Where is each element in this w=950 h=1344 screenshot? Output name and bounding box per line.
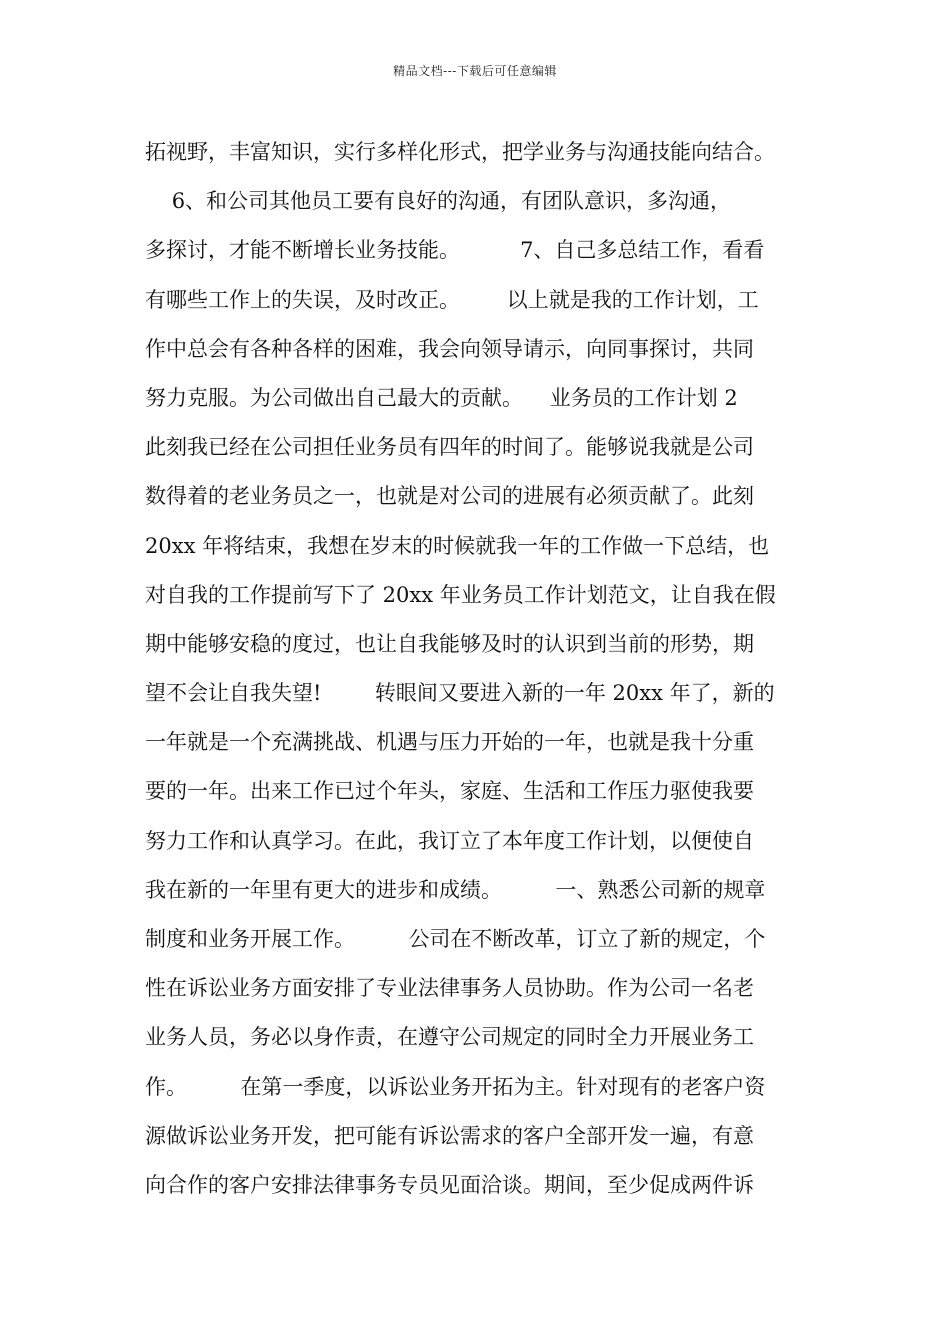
- text-line: 源做诉讼业务开发，把可能有诉讼需求的客户全部开发一遍，有意: [145, 1123, 754, 1148]
- text-line: 6、和公司其他员工要有良好的沟通，有团队意识，多沟通，: [145, 189, 732, 214]
- body-text: [145, 128, 815, 1210]
- text-line: 制度和业务开展工作。 公司在不断改革，订立了新的规定，个: [145, 927, 766, 951]
- text-line: 努力克服。为公司做出自己最大的贡献。 业务员的工作计划 2: [145, 385, 738, 410]
- text-line: 要的一年。出来工作已过个年头，家庭、生活和工作压力驱使我要: [145, 779, 754, 804]
- text-line: 一年就是一个充满挑战、机遇与压力开始的一年，也就是我十分重: [145, 730, 754, 755]
- text-line: 作。 在第一季度，以诉讼业务开拓为主。针对现有的老客户资: [145, 1074, 766, 1099]
- text-line: 拓视野，丰富知识，实行多样化形式，把学业务与沟通技能向结合。: [145, 140, 775, 164]
- text-line: 性在诉讼业务方面安排了专业法律事务人员协助。作为公司一名老: [145, 976, 754, 1001]
- text-line: 望不会让自我失望! 转眼间又要进入新的一年 20xx 年了，新的: [145, 681, 775, 706]
- text-line: 对自我的工作提前写下了 20xx 年业务员工作计划范文，让自我在假: [145, 582, 776, 607]
- text-line: 有哪些工作上的失误，及时改正。 以上就是我的工作计划，工: [145, 287, 759, 312]
- text-line: 向合作的客户安排法律事务专员见面洽谈。期间，至少促成两件诉: [145, 1172, 754, 1197]
- text-line: 我在新的一年里有更大的进步和成绩。 一、熟悉公司新的规章: [145, 877, 766, 902]
- text-line: 此刻我已经在公司担任业务员有四年的时间了。能够说我就是公司: [145, 435, 754, 460]
- text-line: 努力工作和认真学习。在此，我订立了本年度工作计划，以便使自: [145, 828, 754, 853]
- text-line: 期中能够安稳的度过，也让自我能够及时的认识到当前的形势，期: [145, 631, 754, 656]
- text-line: 20xx 年将结束，我想在岁末的时候就我一年的工作做一下总结，也: [145, 533, 770, 558]
- text-line: 业务人员，务必以身作责，在遵守公司规定的同时全力开展业务工: [145, 1025, 754, 1050]
- page-header: 精品文档---下载后可任意编辑: [393, 64, 557, 78]
- text-line: 多探讨，才能不断增长业务技能。 7、自己多总结工作，看看: [145, 238, 765, 263]
- text-line: 作中总会有各种各样的困难，我会向领导请示，向同事探讨，共同: [145, 336, 754, 361]
- text-line: 数得着的老业务员之一，也就是对公司的进展有必须贡献了。此刻: [145, 484, 754, 509]
